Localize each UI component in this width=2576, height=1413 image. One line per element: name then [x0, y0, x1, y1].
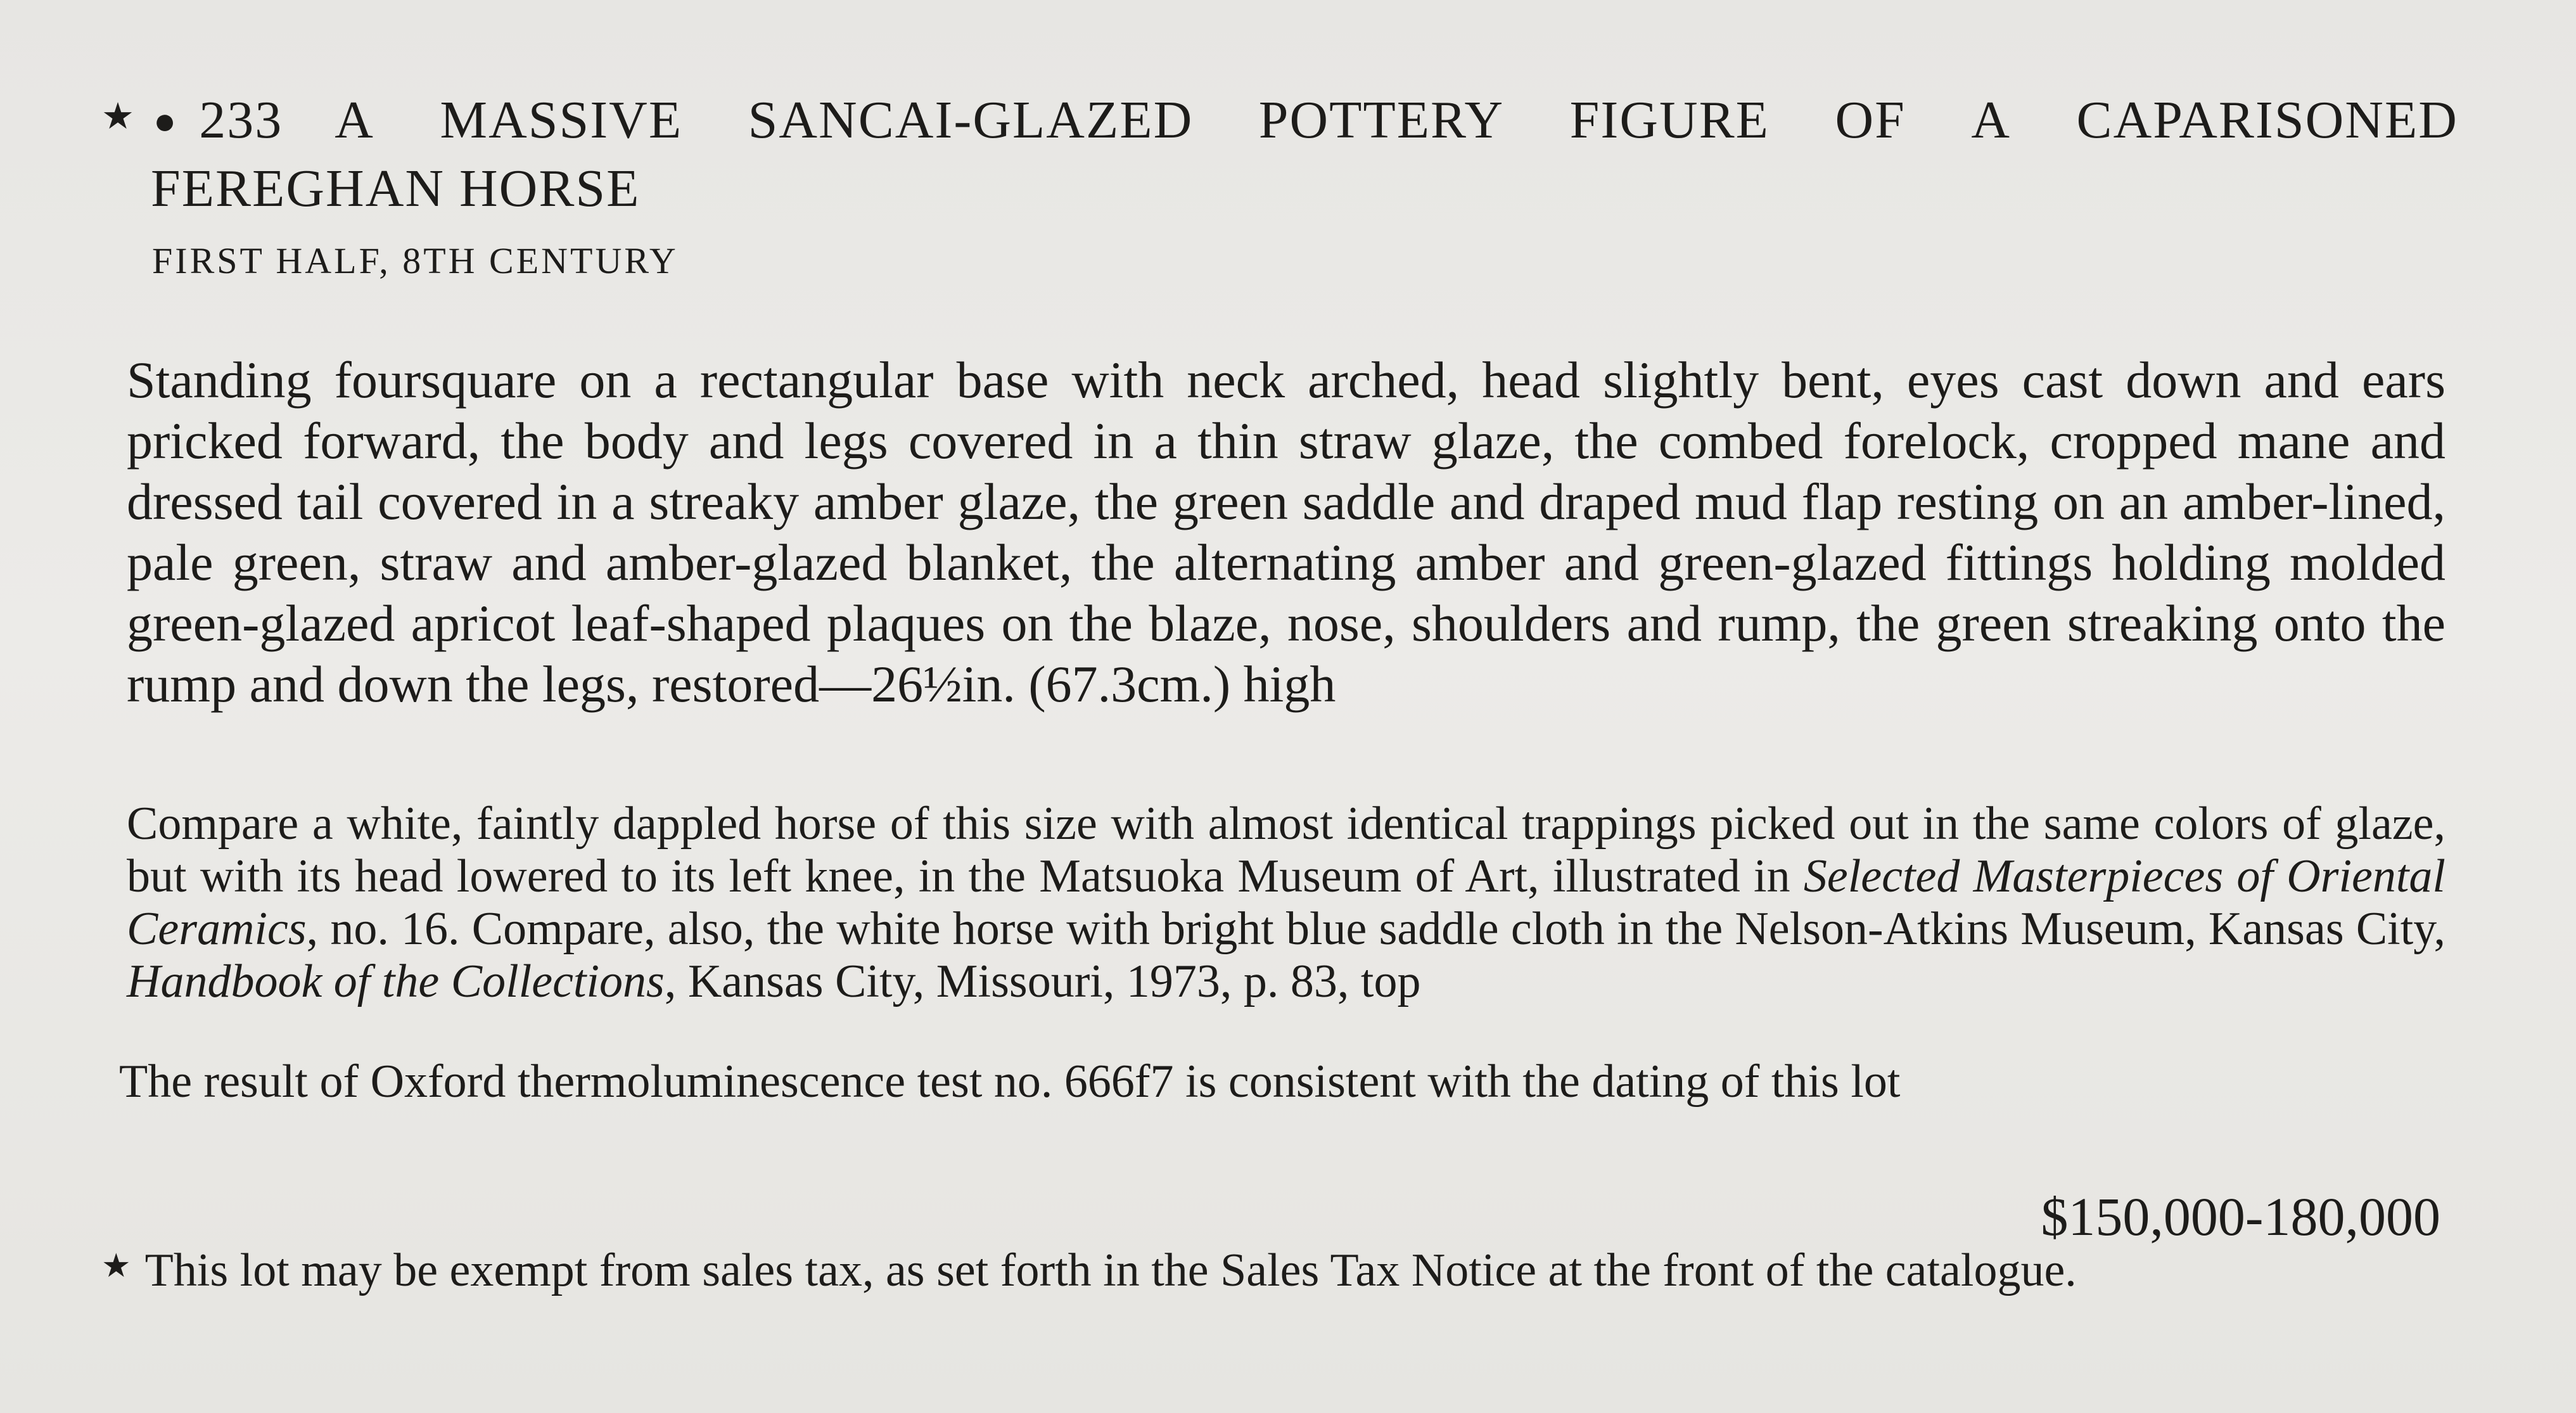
title-word: POTTERY [1258, 91, 1505, 150]
title-word: MASSIVE [440, 91, 683, 150]
title-word: CAPARISONED [2076, 91, 2458, 150]
lot-number: 233 [199, 91, 283, 150]
compare-text-2: , no. 16. Compare, also, the white horse with bright blue saddle cloth in the Nelson-Atkins Museum, Kansas City, [306, 903, 2445, 955]
footnote-text: This lot may be exempt from sales tax, as set forth in the Sales Tax Notice at the front of the catalogue. [144, 1244, 2077, 1296]
lot-title-line-2: FEREGHAN HORSE [151, 159, 641, 218]
title-word: A [335, 91, 374, 150]
title-word: A [1971, 91, 2012, 150]
title-word: SANCAI-GLAZED [748, 91, 1194, 150]
lot-description: Standing foursquare on a rectangular base with neck arched, head slightly bent, eyes cast down and ears pricked forward, the body and legs covered in a thin straw glaze, the combed forelock, cropped mane and dressed tail covered in a streaky amber glaze, the green saddle and draped mud flap resting on an amber-lined, pale green, straw and amber-glazed blanket, the alternating amber and green-glazed fittings holding molded green-glazed apricot leaf-shaped plaques on the blaze, nose, shoulders and rump, the green streaking onto the rump and down the legs, restored—26½in. (67.3cm.) high [127, 351, 2445, 713]
lot-dating: FIRST HALF, 8TH CENTURY [152, 240, 679, 281]
title-word: OF [1835, 91, 1906, 150]
lot-title-words [335, 89, 2458, 152]
compare-book-title-1: Selected Masterpieces of Oriental Ceramics [127, 850, 2445, 955]
lot-header [101, 89, 2458, 282]
compare-book-title-2: Handbook of the Collections [127, 956, 665, 1007]
sales-tax-footnote [101, 1242, 2077, 1304]
star-icon: ★ [101, 1248, 131, 1284]
star-icon: ★ [101, 96, 136, 137]
title-word: FIGURE [1569, 91, 1769, 150]
compare-text-1: Compare a white, faintly dappled horse of this size with almost identical trappings picked out in the same colors of glaze, but with its head lowered to its left knee, in the Matsuoka Museum of Art, illustrated in [127, 798, 2445, 902]
compare-text-3: , Kansas City, Missouri, 1973, p. 83, top [664, 956, 1421, 1007]
lot-marks [101, 89, 283, 157]
bullet-icon: ● [153, 100, 178, 142]
compare-note [127, 798, 2445, 1008]
thermoluminescence-note: The result of Oxford thermoluminescence test no. 666f7 is consistent with the dating of this lot [119, 1056, 1901, 1108]
price-estimate: $150,000-180,000 [2041, 1186, 2440, 1247]
lot-title-line-1 [101, 89, 2458, 157]
